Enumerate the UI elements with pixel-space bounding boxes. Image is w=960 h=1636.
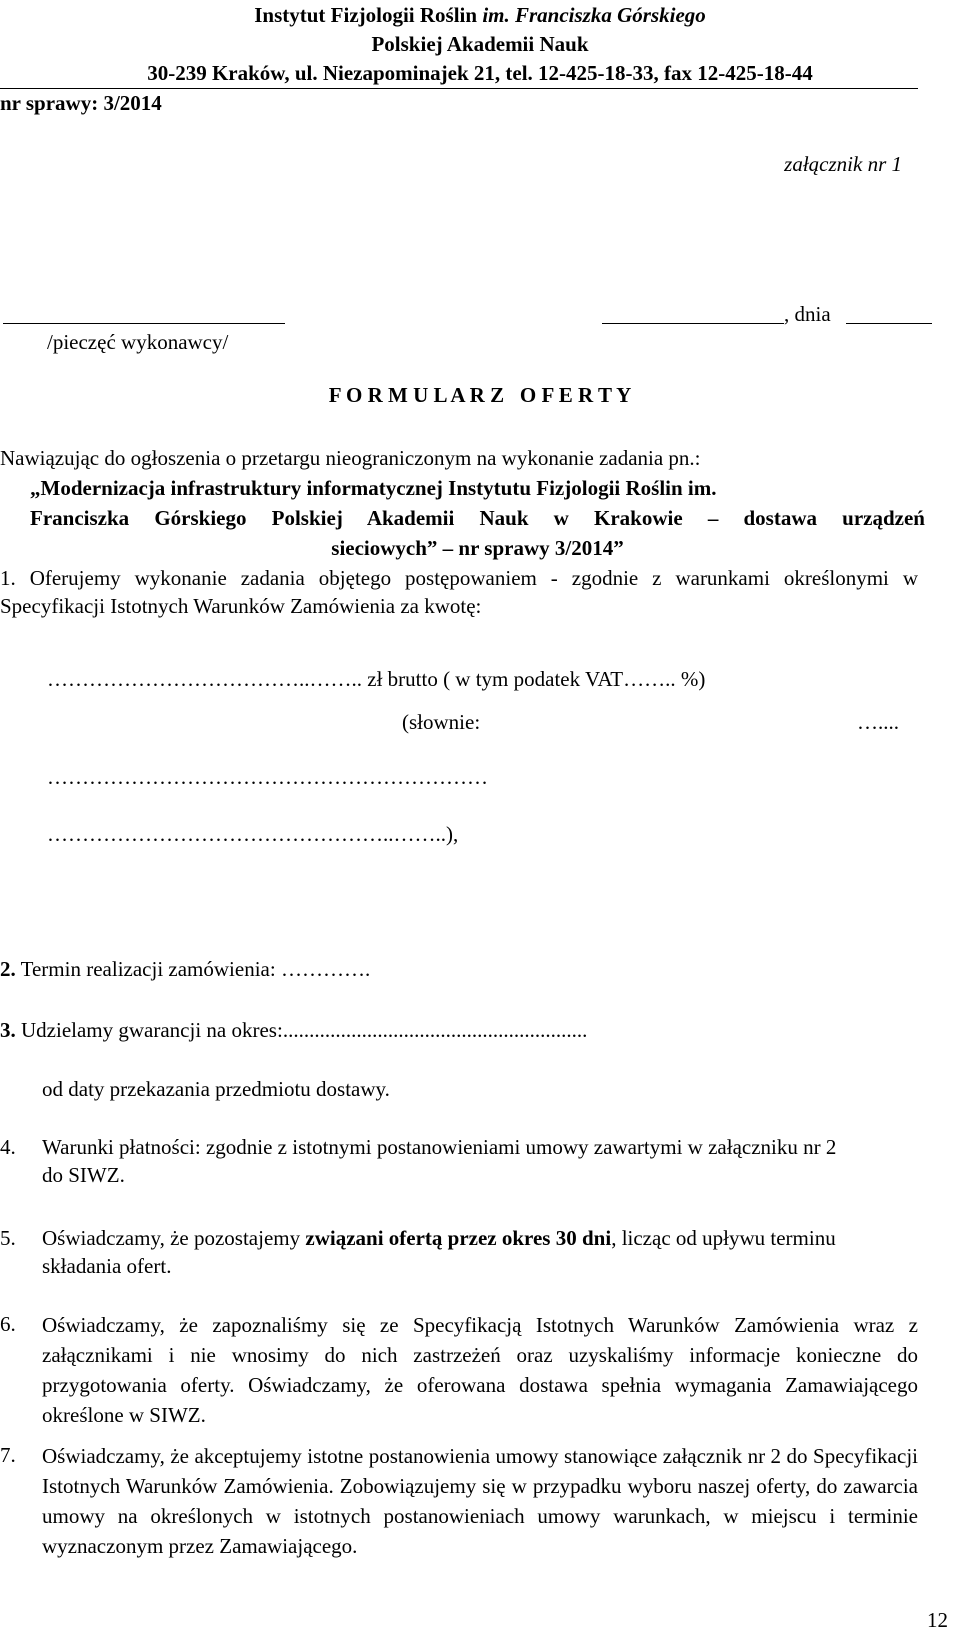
amount-in-words-end: …………………………………………..……..), <box>47 822 459 846</box>
institution-name-plain: Instytut Fizjologii Roślin <box>254 3 478 27</box>
page-number: 12 <box>927 1608 948 1632</box>
item-5-text-bold: związani ofertą przez okres 30 dni <box>305 1226 612 1250</box>
institution-name <box>0 2 960 28</box>
item-3 <box>0 1016 918 1044</box>
item-2 <box>0 955 918 983</box>
item-6-text: Oświadczamy, że zapoznaliśmy się ze Specyfikacją Istotnych Warunków Zamówienia wraz z załącznikami i nie wnosimy do nich zastrzeżeń oraz uzyskaliśmy informacje konieczne do przygotowania oferty. Oświadczamy, że oferowana dostawa spełnia wymagania Zamawiającego określone w SIWZ. <box>42 1313 918 1427</box>
item-3-text: Udzielamy gwarancji na okres:.......................................................... <box>21 1018 588 1042</box>
date-place-line <box>602 323 784 324</box>
item-4 <box>0 1133 918 1189</box>
item-5-number: 5. <box>0 1226 16 1250</box>
item-4-text: Warunki płatności: zgodnie z istotnymi postanowieniami umowy zawartymi w załączniku nr 2 do SIWZ. <box>42 1135 837 1187</box>
item-6 <box>0 1310 918 1430</box>
stamp-line <box>3 323 285 324</box>
item-5-text <box>42 1224 918 1280</box>
academy-name: Polskiej Akademii Nauk <box>371 32 589 56</box>
case-number: nr sprawy: 3/2014 <box>0 91 162 115</box>
item-7-number: 7. <box>0 1443 16 1467</box>
stamp-label: /pieczęć wykonawcy/ <box>47 330 229 354</box>
procurement-title-line-3: sieciowych” – nr sprawy 3/2014” <box>331 536 624 560</box>
item-1-text: Oferujemy wykonanie zadania objętego postępowaniem - zgodnie z warunkami określonymi w Specyfikacji Istotnych Warunków Zamówienia za kwotę: <box>0 566 918 618</box>
attachment-label: załącznik nr 1 <box>784 152 902 176</box>
item-5-text-a: Oświadczamy, że pozostajemy <box>42 1226 306 1250</box>
item-3-continuation: od daty przekazania przedmiotu dostawy. <box>42 1077 390 1101</box>
item-5-text-b: , licząc od upływu terminu składania ofert. <box>42 1226 836 1278</box>
amount-in-words-line: ……………………………………………………… <box>47 765 488 789</box>
institution-address: 30-239 Kraków, ul. Niezapominajek 21, tel. 12-425-18-33, fax 12-425-18-44 <box>147 61 813 85</box>
item-1 <box>0 564 918 620</box>
item-2-text: Termin realizacji zamówienia: …………. <box>20 957 371 981</box>
amount-in-words-label: (słownie: <box>402 710 481 734</box>
procurement-title-line-2: Franciszka Górskiego Polskiej Akademii Nauk w Krakowie – dostawa urządzeń <box>30 506 925 530</box>
item-2-number: 2. <box>0 957 16 981</box>
item-5 <box>0 1224 918 1280</box>
item-1-number: 1. <box>0 566 16 590</box>
procurement-title-line-1: „Modernizacja infrastruktury informatycznej Instytutu Fizjologii Roślin im. <box>30 476 717 500</box>
item-7 <box>0 1441 918 1561</box>
date-label: , dnia <box>784 302 831 326</box>
header-rule <box>0 88 918 89</box>
item-4-number: 4. <box>0 1135 16 1159</box>
item-7-text: Oświadczamy, że akceptujemy istotne postanowienia umowy stanowiące załącznik nr 2 do Specyfikacji Istotnych Warunków Zamówienia. Zobowiązujemy się w przypadku wyboru naszej oferty, do zawarcia umowy na określonych w istotnych postanowieniach umowy warunkach, w miejscu i terminie wyznaczonym przez Zamawiającego. <box>42 1444 918 1558</box>
procurement-title <box>30 473 925 563</box>
amount-in-words-dots: ….... <box>857 710 899 734</box>
institution-name-italic: im. Franciszka Górskiego <box>482 3 706 27</box>
item-6-number: 6. <box>0 1312 16 1336</box>
date-line <box>846 323 932 324</box>
item-3-number: 3. <box>0 1018 16 1042</box>
intro-lead: Nawiązując do ogłoszenia o przetargu nieograniczonym na wykonanie zadania pn.: <box>0 446 701 470</box>
price-line: ………………………………..…….. zł brutto ( w tym podatek VAT…….. %) <box>47 667 706 691</box>
form-title: F O R M U L A R Z O F E R T Y <box>328 383 632 407</box>
